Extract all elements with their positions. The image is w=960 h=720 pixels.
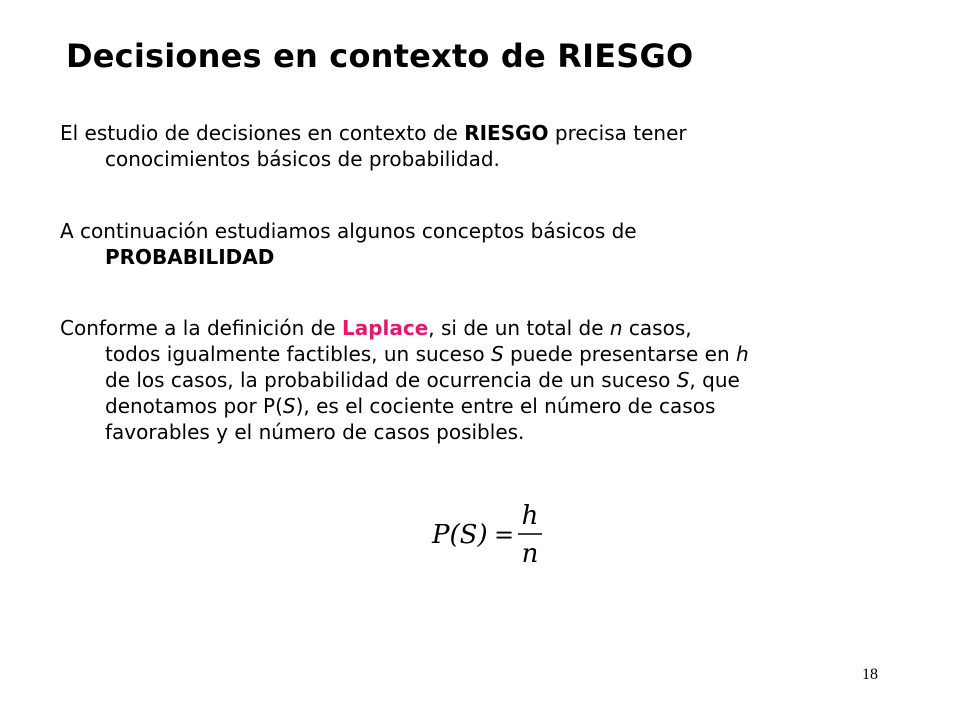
formula-denominator: n	[521, 539, 539, 569]
variable-h: h	[736, 342, 749, 366]
paragraph-line: A continuación estudiamos algunos conceptos básicos de	[60, 219, 637, 243]
text-run: denotamos por P(	[105, 394, 283, 418]
paragraph-line	[60, 367, 860, 393]
variable-s: S	[676, 368, 690, 392]
paragraph-riesgo	[60, 120, 860, 172]
probability-formula	[430, 496, 550, 576]
text-run: puede presentarse en	[503, 342, 737, 366]
paragraph-line: favorables y el número de casos posibles.	[105, 420, 525, 444]
paragraph-line	[60, 120, 860, 146]
formula-svg	[430, 496, 550, 576]
text-run: casos,	[622, 316, 692, 340]
formula-numerator: h	[521, 501, 539, 531]
text-run: ), es el cociente entre el número de casos	[295, 394, 716, 418]
variable-n: n	[609, 316, 623, 340]
text-run: , si de un total de	[428, 316, 610, 340]
paragraph-line	[60, 393, 860, 419]
text-run: Conforme a la definición de	[60, 316, 342, 340]
formula-equals: =	[494, 521, 515, 549]
text-run: El estudio de decisiones en contexto de	[60, 121, 465, 145]
paragraph-laplace	[60, 315, 860, 445]
text-run: de los casos, la probabilidad de ocurrencia de un suceso	[105, 368, 677, 392]
paragraph-probabilidad	[60, 218, 860, 270]
paragraph-line	[60, 341, 860, 367]
laplace-highlight: Laplace	[341, 316, 429, 340]
variable-s: S	[282, 394, 296, 418]
bold-term-riesgo: RIESGO	[464, 121, 549, 145]
variable-s: S	[491, 342, 504, 366]
page-number: 18	[862, 666, 878, 683]
text-run: , que	[689, 368, 740, 392]
text-run: precisa tener	[548, 121, 687, 145]
paragraph-line: conocimientos básicos de probabilidad.	[105, 147, 500, 171]
formula-lhs: P(S)	[432, 520, 488, 550]
slide-title: Decisiones en contexto de RIESGO	[66, 37, 694, 75]
paragraph-line	[60, 315, 860, 341]
bold-term-probabilidad: PROBABILIDAD	[105, 245, 275, 269]
text-run: todos igualmente factibles, un suceso	[105, 342, 491, 366]
